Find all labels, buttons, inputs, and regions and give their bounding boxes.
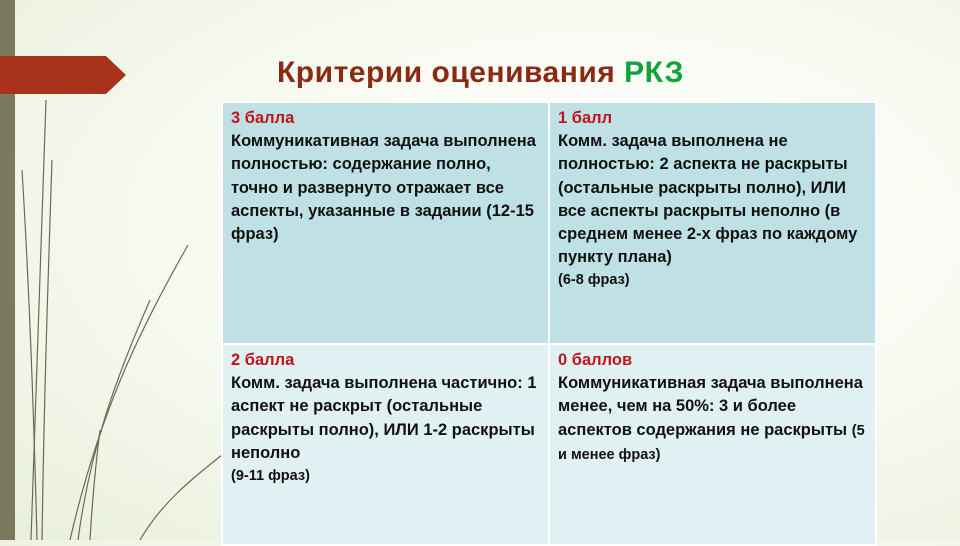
criteria-table — [221, 101, 877, 546]
score-label: 0 баллов — [558, 351, 633, 369]
phrase-count-note: (9-11 фраз) — [231, 468, 310, 485]
score-label: 2 балла — [231, 351, 295, 369]
title-accent: РКЗ — [624, 56, 684, 89]
score-label: 1 балл — [558, 109, 613, 127]
criteria-cell-0-points — [549, 344, 876, 545]
criteria-cell-3-points — [222, 102, 549, 344]
title-main: Критерии оценивания — [277, 56, 616, 89]
criteria-cell-2-points — [222, 344, 549, 545]
criteria-text: Комм. задача выполнена частично: 1 аспект не раскрыт (остальные раскрыты полно), ИЛИ 1-2 раскрыты неполно — [231, 374, 537, 462]
title-arrow-shape — [0, 56, 126, 94]
page-title — [277, 56, 684, 90]
phrase-count-note: (5 и менее фраз) — [558, 422, 865, 463]
criteria-text: Комм. задача выполнена не полностью: 2 аспекта не раскрыты (остальные раскрыты полно), ИЛИ все аспекты раскрыты неполно (в среднем менее 2-х фраз по каждому пункту плана) — [558, 132, 858, 267]
phrase-count-note: (6-8 фраз) — [558, 272, 630, 289]
score-label: 3 балла — [231, 109, 295, 127]
criteria-cell-1-point — [549, 102, 876, 344]
criteria-text: Коммуникативная задача выполнена полностью: содержание полно, точно и развернуто отражает все аспекты, указанные в задании (12-15 фраз) — [231, 132, 536, 244]
table-row — [222, 344, 876, 545]
table-row — [222, 102, 876, 344]
criteria-text: Коммуникативная задача выполнена менее, чем на 50%: 3 и более аспектов содержания не раскрыты — [558, 374, 863, 439]
